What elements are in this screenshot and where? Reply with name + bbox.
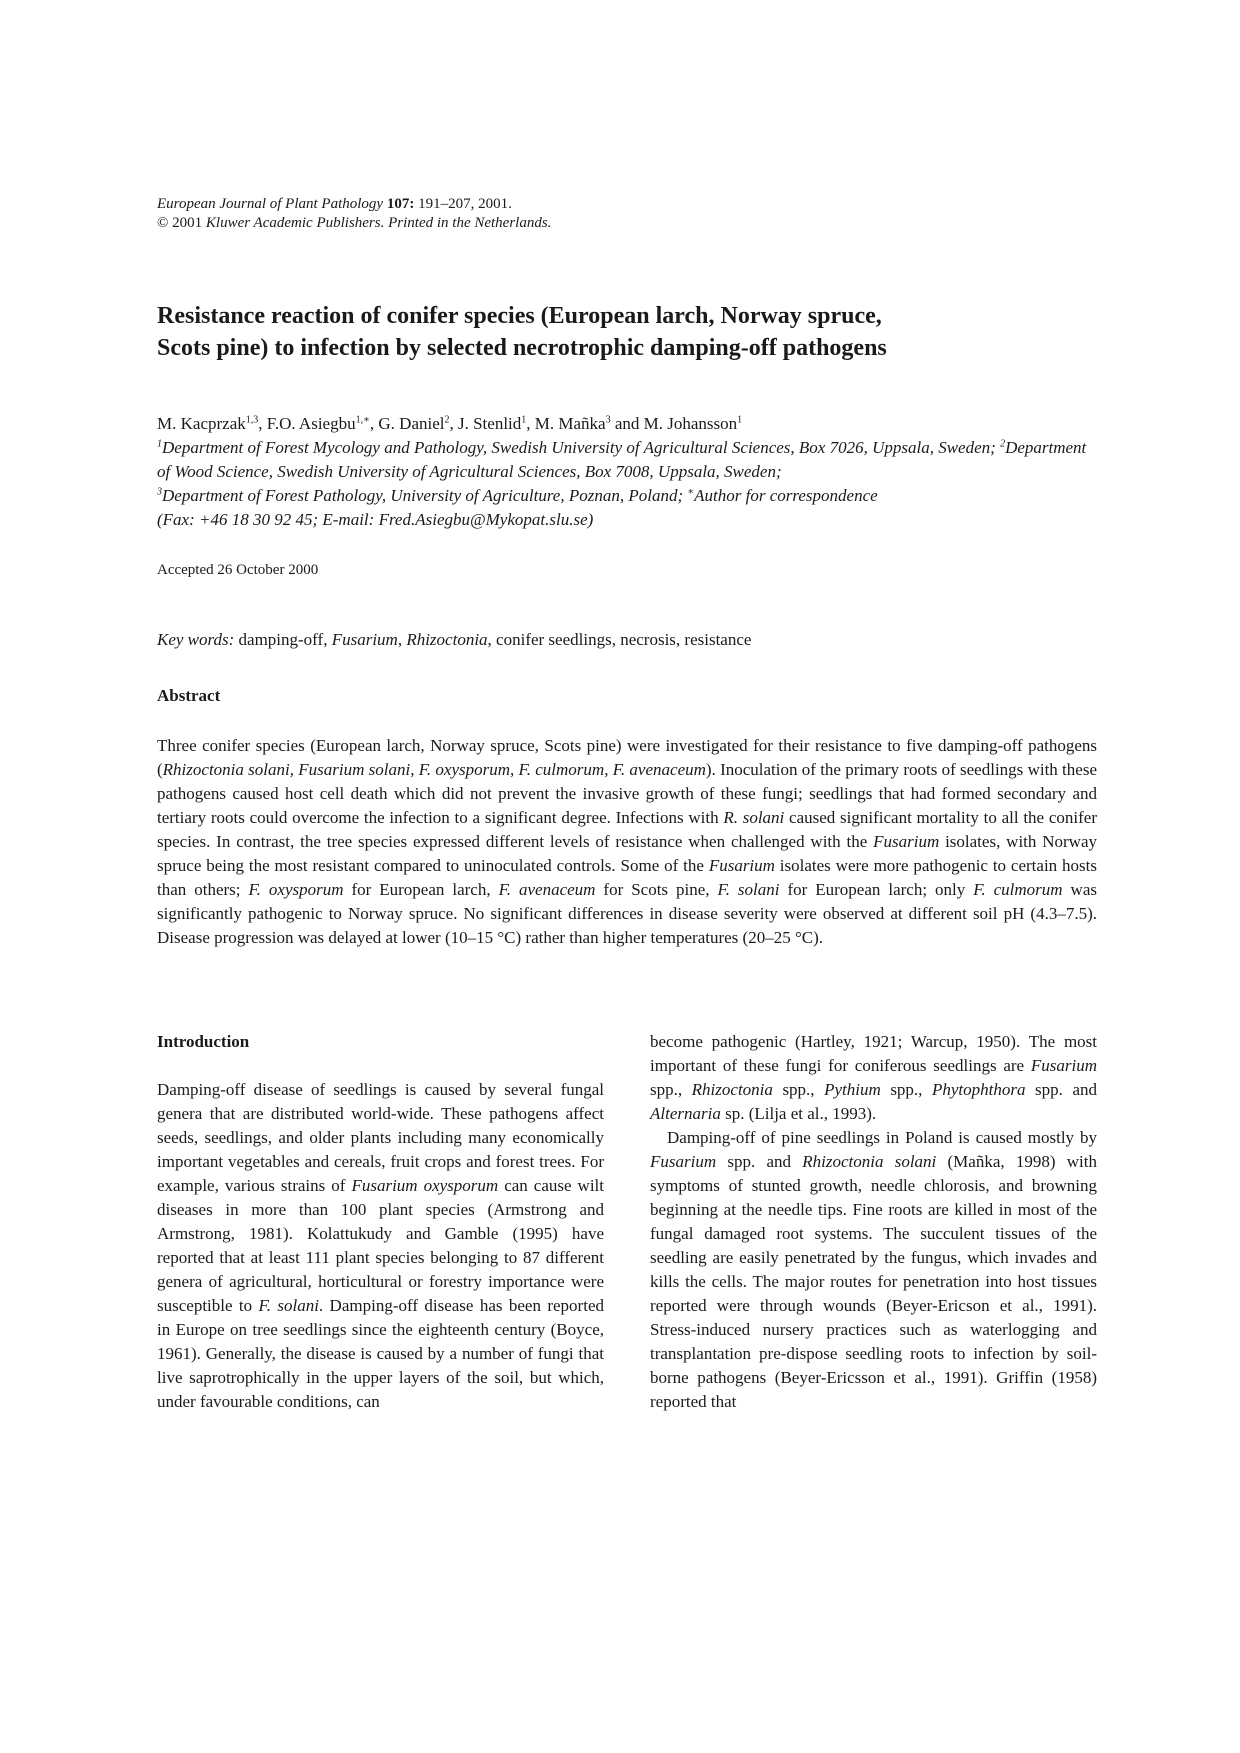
- body-text: spp. and: [1025, 1080, 1097, 1099]
- body-text: spp. and: [716, 1152, 803, 1171]
- body-text: (Mañka, 1998) with symptoms of stunted growth, needle chlorosis, and browning beginning at the needle tips. Fine roots are killed in most of the fungal damaged root systems. The succulent tissues of the seedling are easily penetrated by the fungus, which invades and kills the cells. The major routes for penetration into host tissues reported were through wounds (Beyer-Ericson et al., 1991). Stress-induced nursery practices such as waterlogging and transplantation pre-dispose seedling roots to infection by soil-borne pathogens (Beyer-Ericsson et al., 1991). Griffin (1958) reported that: [650, 1152, 1097, 1411]
- abstract-text: for European larch,: [343, 880, 499, 899]
- body-text: Alternaria: [650, 1104, 721, 1123]
- body-text: Fusarium: [1030, 1056, 1097, 1075]
- author-separator: ,: [369, 414, 379, 433]
- abstract-text: Fusarium: [708, 856, 775, 875]
- intro-paragraph-continued: [650, 1030, 1097, 1126]
- affiliation-text: Department of Wood Science, Swedish University of Agricultural Sciences, Box 7008, Uppsala, Sweden;: [157, 438, 1087, 481]
- abstract-text: F. avenaceum: [498, 880, 596, 899]
- body-text: Pythium: [824, 1080, 881, 1099]
- intro-paragraph: [650, 1126, 1097, 1414]
- intro-left-column: [157, 1030, 604, 1414]
- keywords: [157, 628, 751, 652]
- author-affiliation-marker: 3: [605, 414, 611, 426]
- author-name: M. Kacprzak: [157, 414, 246, 433]
- affiliation-marker: 1: [157, 438, 162, 450]
- author-name: G. Daniel: [378, 414, 445, 433]
- abstract-text: F. oxysporum: [248, 880, 344, 899]
- copyright-symbol: © 2001: [157, 215, 206, 231]
- contact-info: (Fax: +46 18 30 92 45; E-mail: Fred.Asiegbu@Mykopat.slu.se): [157, 510, 594, 529]
- body-text: become pathogenic (Hartley, 1921; Warcup, 1950). The most important of these fungi for coniferous seedlings are: [650, 1032, 1097, 1075]
- introduction-heading: Introduction: [157, 1032, 250, 1051]
- abstract-text: F. solani: [717, 880, 780, 899]
- author-name: F.O. Asiegbu: [266, 414, 356, 433]
- body-text: can cause wilt diseases in more than 100 plant species (Armstrong and Armstrong, 1981). Kolattukudy and Gamble (1995) have reported that at least 111 plant species belonging to 87 different genera of agricultural, horticultural or forestry importance were susceptible to: [157, 1176, 604, 1315]
- journal-pages-year: 191–207, 2001.: [414, 196, 512, 212]
- author-affiliation-marker: 2: [444, 414, 450, 426]
- abstract-text: Rhizoctonia solani, Fusarium solani, F. oxysporum, F. culmorum, F. avenaceum: [162, 760, 706, 779]
- abstract-text: caused significant mortality to all the conifer species. In contrast, the tree species expressed different levels of resistance when challenged with the: [157, 808, 1097, 851]
- abstract-text: ). Inoculation of the primary roots of seedlings with these pathogens caused host cell death which did not prevent the invasive growth of these fungi; seedlings that had formed secondary and tertiary roots could overcome the infection to a significant degree. Infections with: [157, 760, 1097, 827]
- keyword-text: damping-off,: [234, 630, 332, 649]
- title-line-2: Scots pine) to infection by selected necrotrophic damping-off pathogens: [157, 335, 887, 361]
- author-affiliation-marker: 1,∗: [355, 414, 370, 426]
- keywords-label: Key words:: [157, 630, 235, 649]
- correspondence-marker: ∗: [687, 486, 695, 498]
- intro-paragraph: [157, 1078, 604, 1414]
- abstract-text: was significantly pathogenic to Norway spruce. No significant differences in disease severity were observed at different soil pH (4.3–7.5). Disease progression was delayed at lower (10–15 °C) rather than higher temperatures (20–25 °C).: [157, 880, 1097, 947]
- abstract-text: isolates were more pathogenic to certain hosts than others;: [157, 856, 1097, 899]
- author-affiliation-marker: 1,3: [245, 414, 259, 426]
- abstract-text: R. solani: [723, 808, 785, 827]
- correspondence-text: Author for correspondence: [694, 486, 878, 505]
- affiliation-marker: 3: [157, 486, 162, 498]
- journal-name: European Journal of Plant Pathology: [157, 196, 384, 212]
- abstract-text: F. culmorum: [973, 880, 1063, 899]
- body-text: Fusarium: [650, 1152, 717, 1171]
- body-text: spp.,: [650, 1080, 692, 1099]
- body-text: Damping-off of pine seedlings in Poland is caused mostly by: [667, 1128, 1097, 1147]
- abstract-text: for European larch; only: [779, 880, 974, 899]
- author-name: M. Johansson: [643, 414, 738, 433]
- body-text: spp.,: [880, 1080, 932, 1099]
- abstract-text: Fusarium: [873, 832, 940, 851]
- abstract-heading: Abstract: [157, 686, 221, 705]
- author-separator: ,: [449, 414, 458, 433]
- accepted-date: Accepted 26 October 2000: [157, 562, 319, 578]
- body-text: sp. (Lilja et al., 1993).: [720, 1104, 877, 1123]
- body-text: Damping-off disease of seedlings is caused by several fungal genera that are distributed world-wide. These pathogens affect seeds, seedlings, and older plants including many economically important vegetables and cereals, fruit crops and forest trees. For example, various strains of: [157, 1080, 604, 1195]
- citation-line: [157, 195, 551, 214]
- affiliation-text: Department of Forest Mycology and Pathology, Swedish University of Agricultural Sciences, Box 7026, Uppsala, Sweden;: [162, 438, 1001, 457]
- body-text: F. solani: [258, 1296, 319, 1315]
- journal-header: [157, 195, 551, 233]
- affiliations: [157, 436, 1097, 532]
- title-line-1: Resistance reaction of conifer species (European larch, Norway spruce,: [157, 303, 882, 329]
- keyword-text: , conifer seedlings, necrosis, resistance: [487, 630, 752, 649]
- body-text: Phytophthora: [931, 1080, 1026, 1099]
- keyword-text: Rhizoctonia: [406, 630, 488, 649]
- keyword-text: ,: [397, 630, 407, 649]
- author-separator: and: [610, 414, 644, 433]
- abstract-text: Three conifer species (European larch, Norway spruce, Scots pine) were investigated for their resistance to five damping-off pathogens (: [157, 736, 1097, 779]
- body-text: Fusarium oxysporum: [351, 1176, 499, 1195]
- keyword-text: Fusarium: [331, 630, 398, 649]
- author-affiliation-marker: 1: [521, 414, 527, 426]
- paper-title: [157, 300, 1087, 364]
- body-text: . Damping-off disease has been reported in Europe on tree seedlings since the eighteenth century (Boyce, 1961). Generally, the disease is caused by a number of fungi that live saprotrophically in the upper layers of the soil, but which, under favourable conditions, can: [157, 1296, 604, 1411]
- affiliation-text: Department of Forest Pathology, University of Agriculture, Poznan, Poland;: [162, 486, 688, 505]
- publisher-line: Kluwer Academic Publishers. Printed in the Netherlands.: [205, 215, 552, 231]
- author-name: J. Stenlid: [457, 414, 522, 433]
- author-list: [157, 412, 742, 436]
- journal-volume: 107:: [386, 196, 415, 212]
- intro-right-column: [650, 1030, 1097, 1414]
- abstract-text: isolates, with Norway spruce being the most resistant compared to uninoculated controls. Some of the: [157, 832, 1097, 875]
- body-text: Rhizoctonia: [691, 1080, 773, 1099]
- author-separator: ,: [258, 414, 267, 433]
- abstract-text: for Scots pine,: [595, 880, 718, 899]
- body-text: spp.,: [772, 1080, 825, 1099]
- copyright-line: [157, 214, 551, 233]
- author-affiliation-marker: 1: [737, 414, 743, 426]
- affiliation-marker: 2: [1000, 438, 1006, 450]
- author-separator: ,: [526, 414, 535, 433]
- body-text: Rhizoctonia solani: [802, 1152, 937, 1171]
- author-name: M. Mañka: [534, 414, 606, 433]
- abstract-body: [157, 734, 1097, 950]
